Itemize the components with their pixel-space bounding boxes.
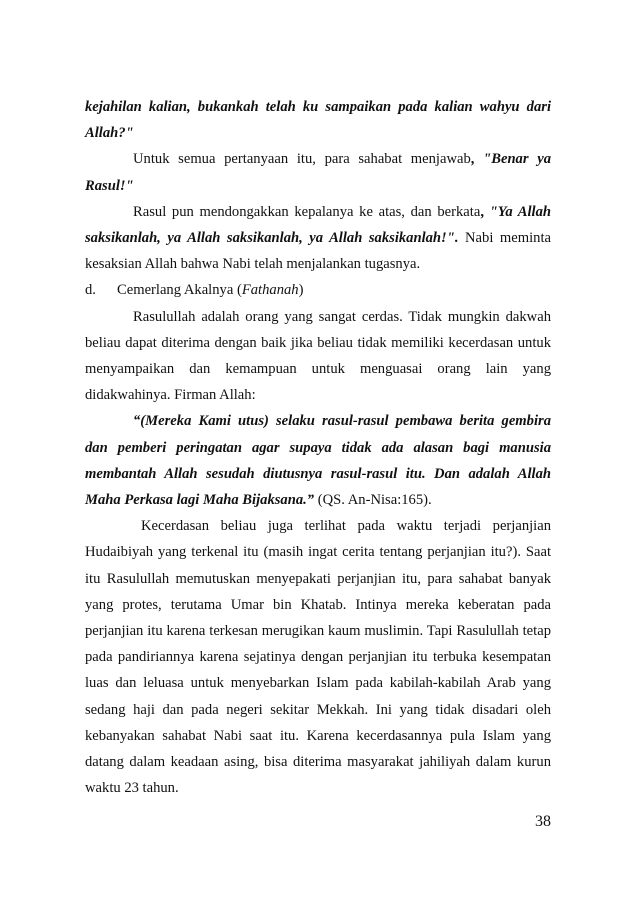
paragraph-3 xyxy=(85,199,551,278)
paragraph-5-quote: “(Mereka Kami utus) selaku rasul-rasul pembawa berita gembira dan pemberi peringatan agar supaya tidak ada alasan bagi manusia membantah Allah sesudah diutusnya rasul-rasul itu. Dan adalah Allah Maha Perkasa lagi Maha Bijaksana.” xyxy=(85,413,551,509)
page-number: 38 xyxy=(535,813,551,830)
paragraph-5-citation: (QS. An-Nisa:165). xyxy=(314,492,432,509)
paragraph-3-text: Rasul pun mendongakkan kepalanya ke atas, dan berkata xyxy=(133,203,481,220)
section-heading-letter: d. xyxy=(85,282,96,299)
paragraph-1 xyxy=(85,94,551,146)
paragraph-3-comma: , xyxy=(480,203,490,220)
paragraph-5 xyxy=(85,408,551,513)
paragraph-4 xyxy=(85,304,551,409)
paragraph-3-tail: Nabi meminta kesaksian Allah bahwa Nabi telah menjalankan tugasnya. xyxy=(85,230,551,273)
paragraph-2-comma: , xyxy=(470,151,484,168)
section-heading-italic: Fathanah xyxy=(241,282,299,299)
paragraph-2 xyxy=(85,146,551,198)
paragraph-6-text: Kecerdasan beliau juga terlihat pada waktu terjadi perjanjian Hudaibiyah yang terkenal itu (masih ingat cerita tentang perjanjian itu?). Saat itu Rasulullah memutuskan menyepakati perjanjian itu, para sahabat banyak yang protes, terutama Umar bin Khatab. Intinya mereka keberatan pada perjanjian itu karena terkesan merugikan kaum muslimin. Tapi Rasulullah tetap pada pandiriannya karena sejatinya dengan perjanjian itu terbuka kesempatan luas dan leluasa untuk menyebarkan Islam pada kabilah-kabilah Arab yang sedang haji dan pada negeri sekitar Mekkah. Ini yang tidak disadari oleh kebanyakan sahabat Nabi saat itu. Karena kecerdasannya pula Islam yang datang dalam keadaan asing, bisa diterima masyarakat jahiliyah dalam kurun waktu 23 tahun. xyxy=(85,518,551,797)
paragraph-4-text: Rasulullah adalah orang yang sangat cerdas. Tidak mungkin dakwah beliau dapat diterima dengan baik jika beliau tidak memiliki kecerdasan untuk menyampaikan dan kemampuan untuk menguasai orang lain yang didakwahinya. Firman Allah: xyxy=(85,308,551,404)
section-heading-text: Cemerlang Akalnya ( xyxy=(117,282,242,299)
section-heading xyxy=(85,277,551,303)
paragraph-2-text: Untuk semua pertanyaan itu, para sahabat menjawab xyxy=(133,151,471,168)
section-heading-close: ) xyxy=(298,282,304,299)
paragraph-3-quote: "Ya Allah saksikanlah, ya Allah saksikanlah, ya Allah saksikanlah!". xyxy=(85,203,552,247)
paragraph-1-text: kejahilan kalian, bukankah telah ku sampaikan pada kalian wahyu dari Allah?" xyxy=(85,99,551,142)
page-body xyxy=(85,94,551,801)
paragraph-6 xyxy=(85,513,551,801)
paragraph-2-quote: "Benar ya Rasul!" xyxy=(85,151,551,194)
